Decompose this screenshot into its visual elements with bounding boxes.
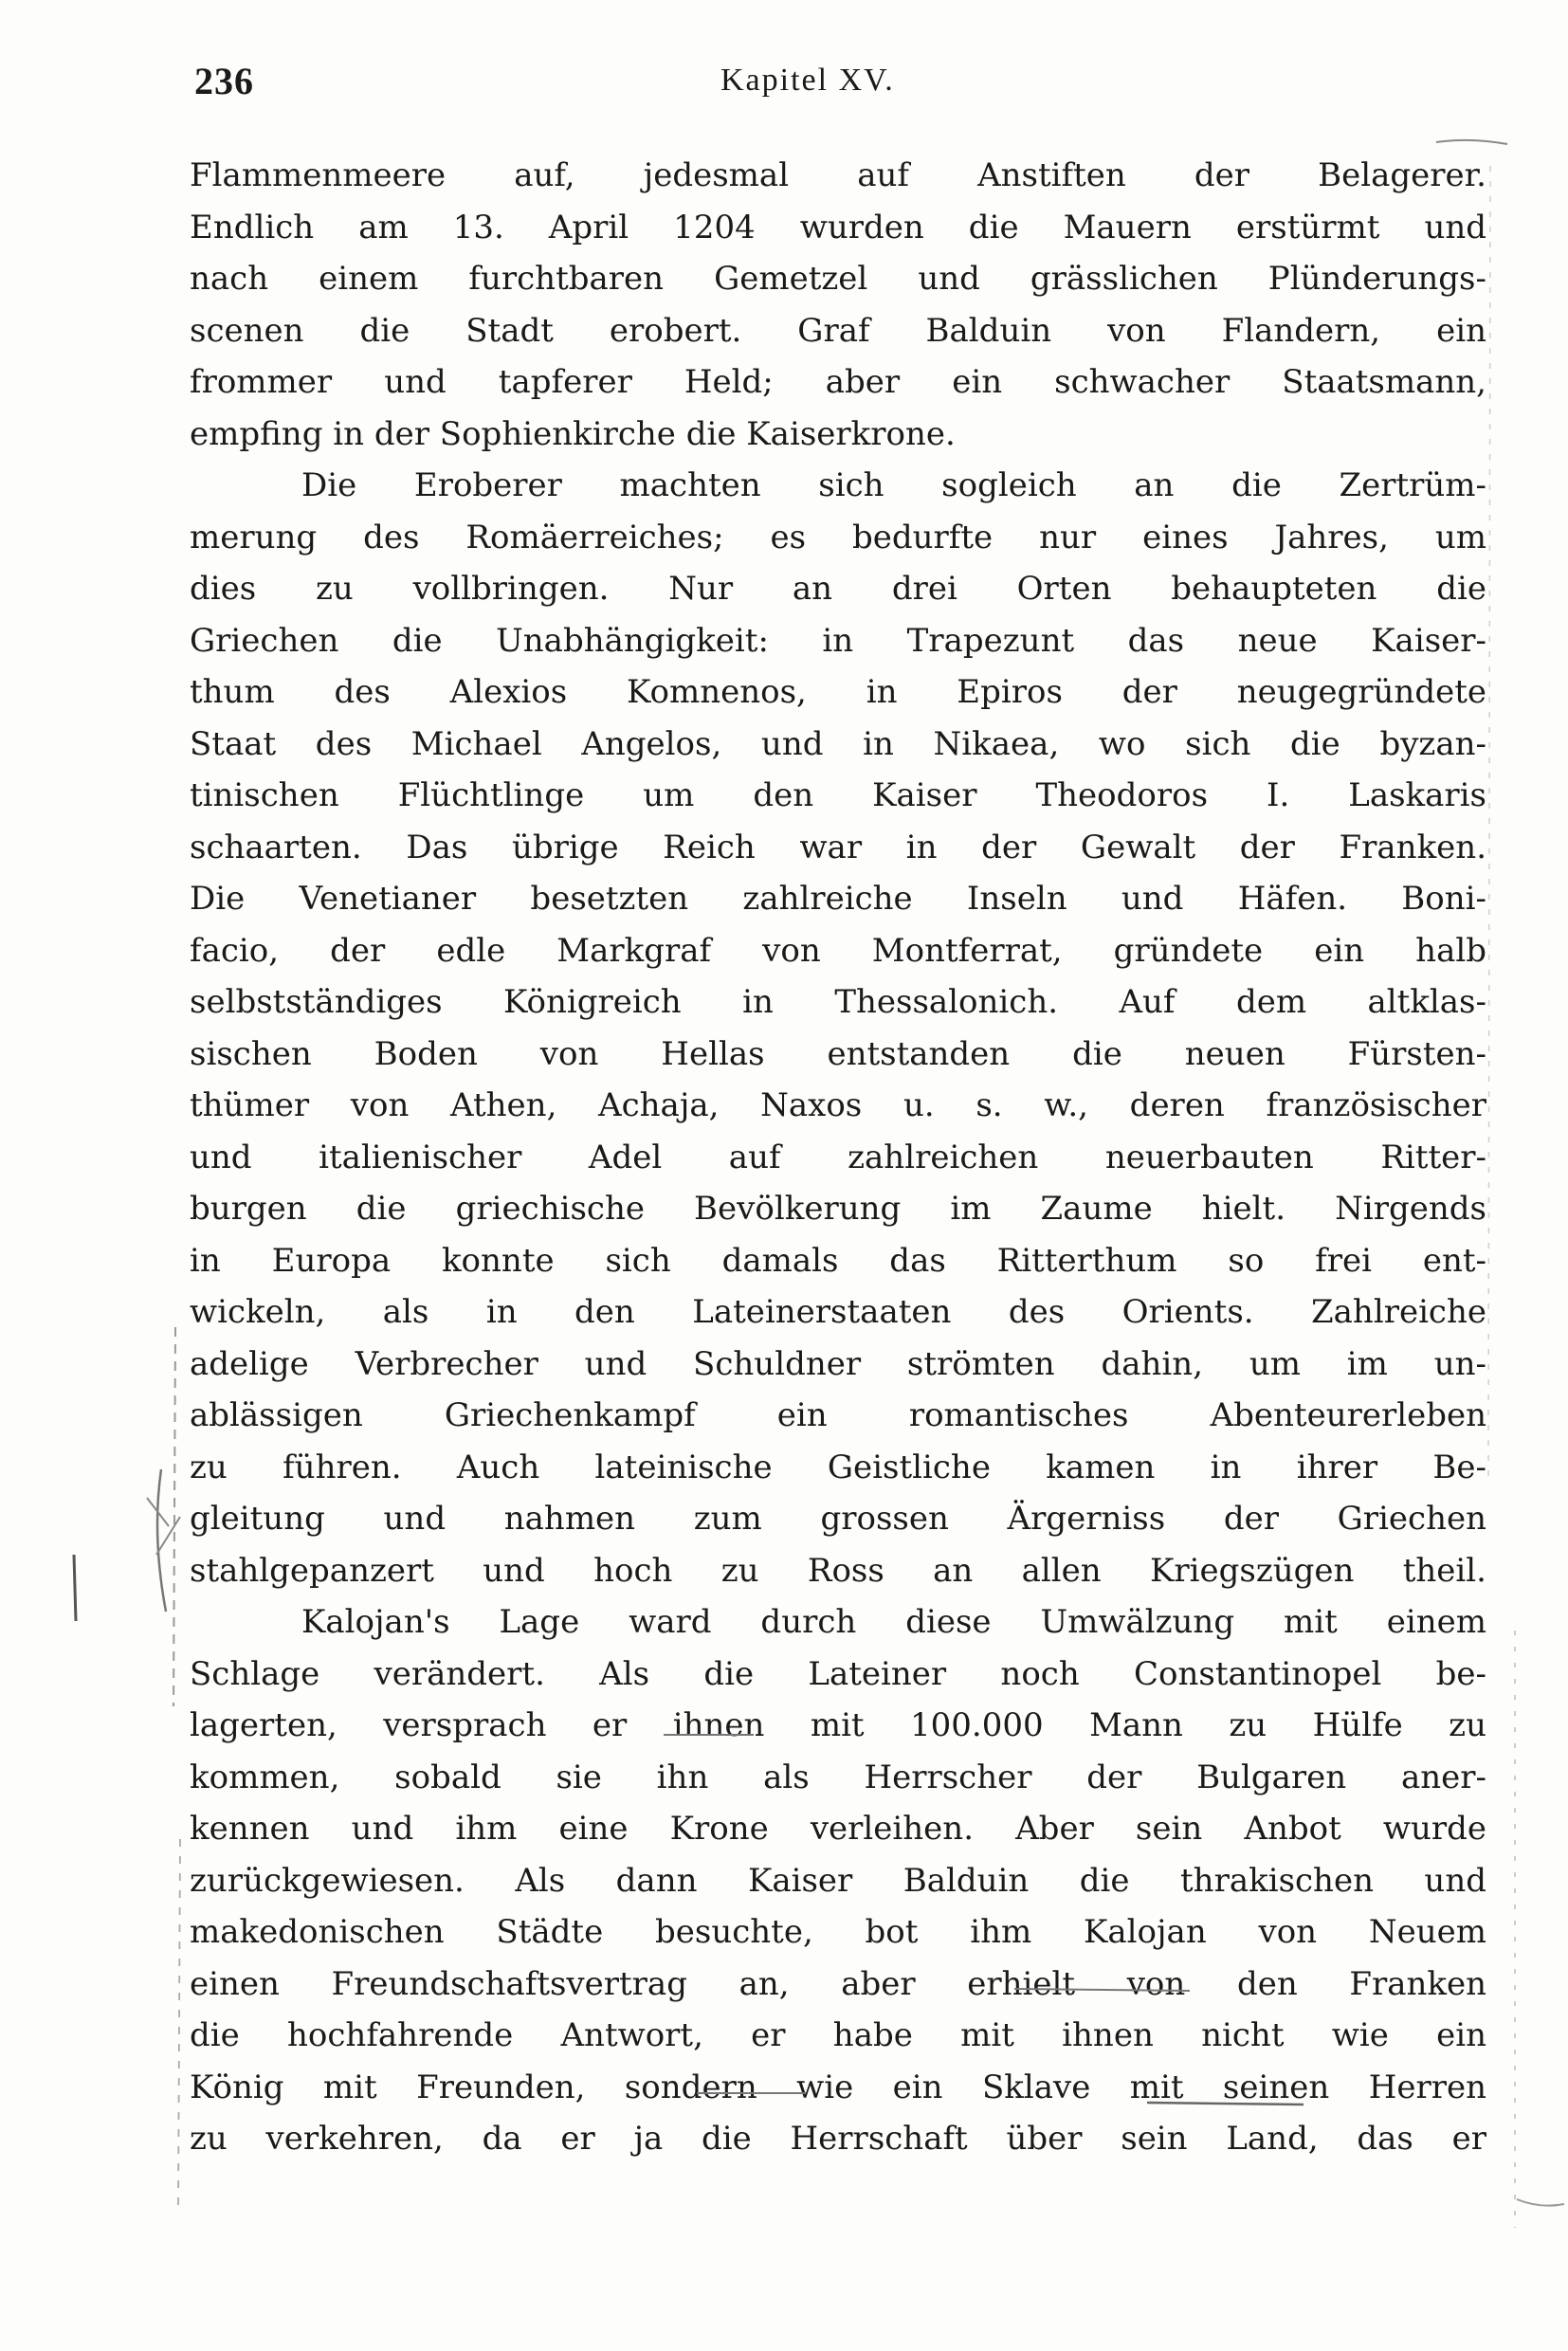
text-line: ablässigen Griechenkampf ein romantisches Abenteurerleben — [190, 1396, 1486, 1434]
text-line: empfing in der Sophienkirche die Kaiserkrone. — [190, 414, 956, 453]
text-line: stahlgepanzert und hoch zu Ross an allen Kriegszügen theil. — [190, 1551, 1486, 1590]
margin-scribble-1 — [173, 1327, 175, 1706]
text-line: scenen die Stadt erobert. Graf Balduin von Flandern, ein — [190, 311, 1486, 350]
text-line: kommen, sobald sie ihn als Herrscher der Bulgaren aner- — [190, 1758, 1486, 1796]
text-line: nach einem furchtbaren Gemetzel und grässlichen Plünderungs- — [190, 260, 1486, 298]
text-line: adelige Verbrecher und Schuldner strömten dahin, um im un- — [190, 1344, 1486, 1383]
text-line: zu führen. Auch lateinische Geistliche kamen in ihrer Be- — [190, 1448, 1486, 1486]
text-line: sischen Boden von Hellas entstanden die neuen Fürsten- — [190, 1034, 1486, 1073]
text-line: einen Freundschaftsvertrag an, aber erhielt von den Franken — [190, 1964, 1486, 2003]
text-line: die hochfahrende Antwort, er habe mit ihnen nicht wie ein — [190, 2016, 1486, 2054]
text-line: Die Eroberer machten sich sogleich an die Zertrüm- — [301, 466, 1486, 504]
text-line: facio, der edle Markgraf von Montferrat, gründete ein halb — [190, 931, 1486, 970]
text-line: makedonischen Städte besuchte, bot ihm Kalojan von Neuem — [190, 1913, 1486, 1951]
text-line: zurückgewiesen. Als dann Kaiser Balduin die thrakischen und — [190, 1861, 1486, 1900]
text-line: Griechen die Unabhängigkeit: in Trapezunt das neue Kaiser- — [190, 621, 1486, 660]
text-line: zu verkehren, da er ja die Herrschaft über sein Land, das er — [190, 2120, 1486, 2158]
text-line: thum des Alexios Komnenos, in Epiros der neugegründete — [190, 673, 1486, 711]
margin-scribble-4 — [74, 1555, 76, 1621]
text-line: wickeln, als in den Lateinerstaaten des Orients. Zahlreiche — [190, 1293, 1486, 1331]
text-line: Staat des Michael Angelos, und in Nikaea, wo sich die byzan- — [190, 724, 1486, 763]
margin-rule-top — [1488, 166, 1490, 1479]
text-line: selbstständiges Königreich in Thessalonich. Auf dem altklas- — [190, 983, 1486, 1021]
text-line: frommer und tapferer Held; aber ein schwacher Staatsmann, — [190, 363, 1486, 401]
margin-scribble-3 — [147, 1498, 180, 1555]
body-text — [190, 150, 1486, 2165]
text-line: Schlage verändert. Als die Lateiner noch Constantinopel be- — [190, 1654, 1486, 1693]
text-line: Endlich am 13. April 1204 wurden die Mauern erstürmt und — [190, 208, 1486, 246]
text-line: König mit Freunden, sondern wie ein Sklave mit seinen Herren — [190, 2068, 1486, 2106]
margin-scribble-5 — [178, 1839, 180, 2209]
text-line: in Europa konnte sich damals das Ritterthum so frei ent- — [190, 1241, 1486, 1280]
margin-scribble-2 — [157, 1469, 166, 1612]
text-line: schaarten. Das übrige Reich war in der Gewalt der Franken. — [190, 828, 1486, 866]
margin-tick-right — [1517, 2199, 1564, 2206]
page-header — [194, 59, 1484, 116]
text-line: burgen die griechische Bevölkerung im Zaume hielt. Nirgends — [190, 1190, 1486, 1228]
text-line: lagerten, versprach er ihnen mit 100.000 Mann zu Hülfe zu — [190, 1706, 1486, 1744]
corner-mark — [1436, 140, 1507, 144]
page-number: 236 — [194, 60, 254, 102]
text-line: merung des Romäerreiches; es bedurfte nur eines Jahres, um — [190, 518, 1486, 556]
text-line: Flammenmeere auf, jedesmal auf Anstiften der Belagerer. — [190, 156, 1486, 194]
text-line: tinischen Flüchtlinge um den Kaiser Theodoros I. Laskaris — [190, 776, 1486, 814]
text-line: thümer von Athen, Achaja, Naxos u. s. w., deren französischer — [190, 1086, 1486, 1124]
text-line: kennen und ihm eine Krone verleihen. Aber sein Anbot wurde — [190, 1810, 1486, 1848]
running-head: Kapitel XV. — [720, 63, 895, 98]
text-line: Kalojan's Lage ward durch diese Umwälzung mit einem — [301, 1603, 1486, 1641]
text-line: gleitung und nahmen zum grossen Ärgerniss der Griechen — [190, 1500, 1486, 1538]
text-line: dies zu vollbringen. Nur an drei Orten behaupteten die — [190, 570, 1486, 608]
text-line: und italienischer Adel auf zahlreichen neuerbauten Ritter- — [190, 1138, 1486, 1176]
text-line: Die Venetianer besetzten zahlreiche Inseln und Häfen. Boni- — [190, 880, 1486, 918]
